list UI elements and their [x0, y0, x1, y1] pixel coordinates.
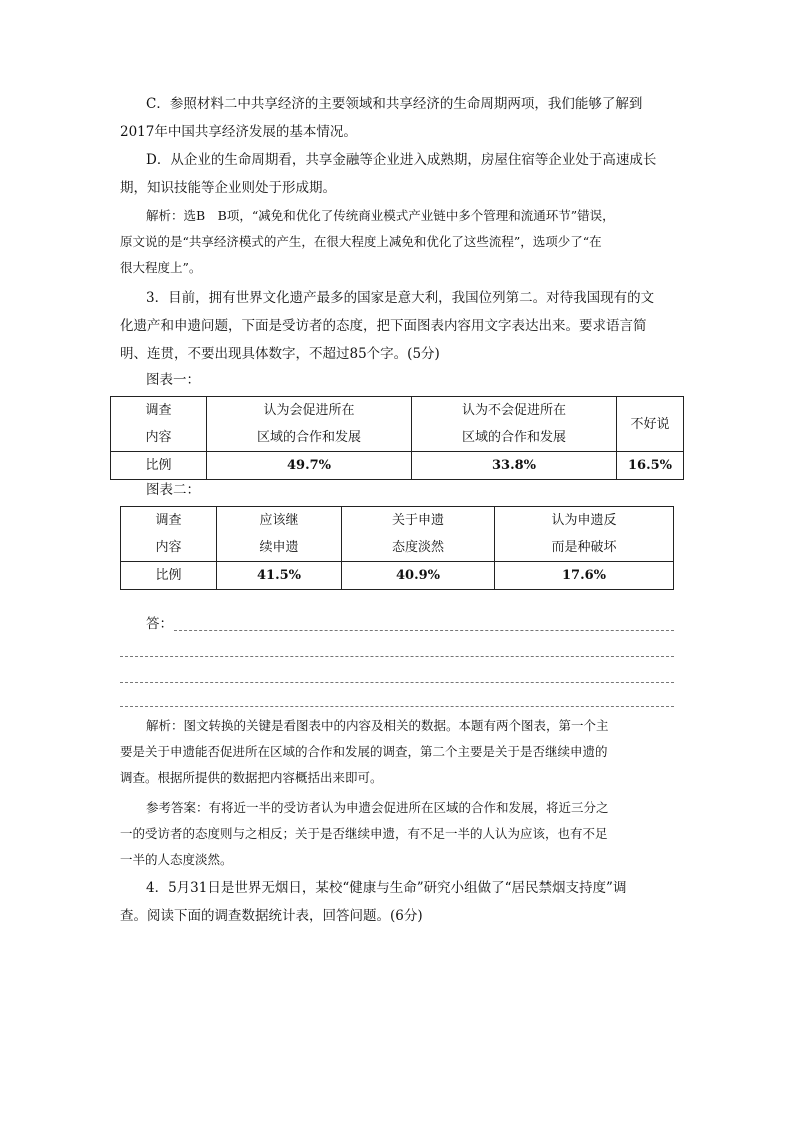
table-cell: 16.5% [617, 452, 684, 480]
reference-answer-line-2: 一的受访者的态度则与之相反；关于是否继续申遗，有不足一半的人认为应该，也有不足 [120, 826, 608, 841]
reference-answer-line-3: 一半的人态度淡然。 [120, 852, 233, 867]
question-3-line-3: 明、连贯，不要出现具体数字，不超过85个字。(5分) [120, 346, 440, 362]
analysis-1-line-1: 解析：选B B项，“减免和优化了传统商业模式产业链中多个管理和流通环节”错误， [146, 208, 615, 223]
table-header-cell: 关于申遗 态度淡然 [342, 507, 495, 562]
answer-line[interactable] [120, 656, 674, 657]
table-row [111, 397, 684, 452]
question-3-line-2: 化遗产和申遗问题，下面是受访者的态度，把下面图表内容用文字表达出来。要求语言简 [120, 318, 647, 334]
option-d-line-1: D．从企业的生命周期看，共享金融等企业进入成熟期，房屋住宿等企业处于高速成长 [146, 152, 657, 168]
answer-label: 答： [146, 616, 173, 632]
answer-line[interactable] [174, 630, 674, 631]
analysis-2-line-3: 调查。根据所提供的数据把内容概括出来即可。 [120, 770, 383, 785]
option-d-line-2: 期，知识技能等企业则处于形成期。 [120, 180, 336, 196]
table-row [121, 562, 674, 590]
table-cell: 17.6% [495, 562, 674, 590]
table-1 [110, 396, 684, 480]
question-4-line-1: 4．5月31日是世界无烟日，某校“健康与生命”研究小组做了“居民禁烟支持度”调 [146, 880, 627, 896]
table-header-cell: 调查 内容 [111, 397, 207, 452]
table-2-label: 图表二： [146, 482, 200, 498]
table-header-cell: 不好说 [617, 397, 684, 452]
table-row-label: 比例 [121, 562, 217, 590]
analysis-1-line-3: 很大程度上”。 [120, 260, 202, 275]
option-c-line-2: 2017年中国共享经济发展的基本情况。 [120, 124, 357, 140]
analysis-1-line-2: 原文说的是“共享经济模式的产生，在很大程度上减免和优化了这些流程”，选项少了“在 [120, 234, 602, 249]
table-cell: 40.9% [342, 562, 495, 590]
table-header-cell: 调查 内容 [121, 507, 217, 562]
table-cell: 49.7% [207, 452, 412, 480]
table-header-cell: 认为申遗反 而是种破坏 [495, 507, 674, 562]
table-row-label: 比例 [111, 452, 207, 480]
analysis-2-line-1: 解析：图文转换的关键是看图表中的内容及相关的数据。本题有两个图表，第一个主 [146, 718, 609, 733]
table-1-label: 图表一： [146, 372, 200, 388]
option-c-line-1: C．参照材料二中共享经济的主要领域和共享经济的生命周期两项，我们能够了解到 [146, 96, 643, 112]
table-header-cell: 认为会促进所在 区域的合作和发展 [207, 397, 412, 452]
table-row [121, 507, 674, 562]
answer-line[interactable] [120, 682, 674, 683]
question-4-line-2: 查。阅读下面的调查数据统计表，回答问题。(6分) [120, 908, 423, 924]
reference-answer-line-1: 参考答案：有将近一半的受访者认为申遗会促进所在区域的合作和发展，将近三分之 [146, 800, 609, 815]
table-cell: 33.8% [412, 452, 617, 480]
answer-line[interactable] [120, 706, 674, 707]
analysis-2-line-2: 要是关于申遗能否促进所在区域的合作和发展的调查，第二个主要是关于是否继续申遗的 [120, 744, 608, 759]
table-header-cell: 认为不会促进所在 区域的合作和发展 [412, 397, 617, 452]
table-row [111, 452, 684, 480]
table-cell: 41.5% [217, 562, 342, 590]
table-header-cell: 应该继 续申遗 [217, 507, 342, 562]
question-3-line-1: 3．目前，拥有世界文化遗产最多的国家是意大利，我国位列第二。对待我国现有的文 [146, 290, 655, 306]
table-2 [120, 506, 674, 590]
